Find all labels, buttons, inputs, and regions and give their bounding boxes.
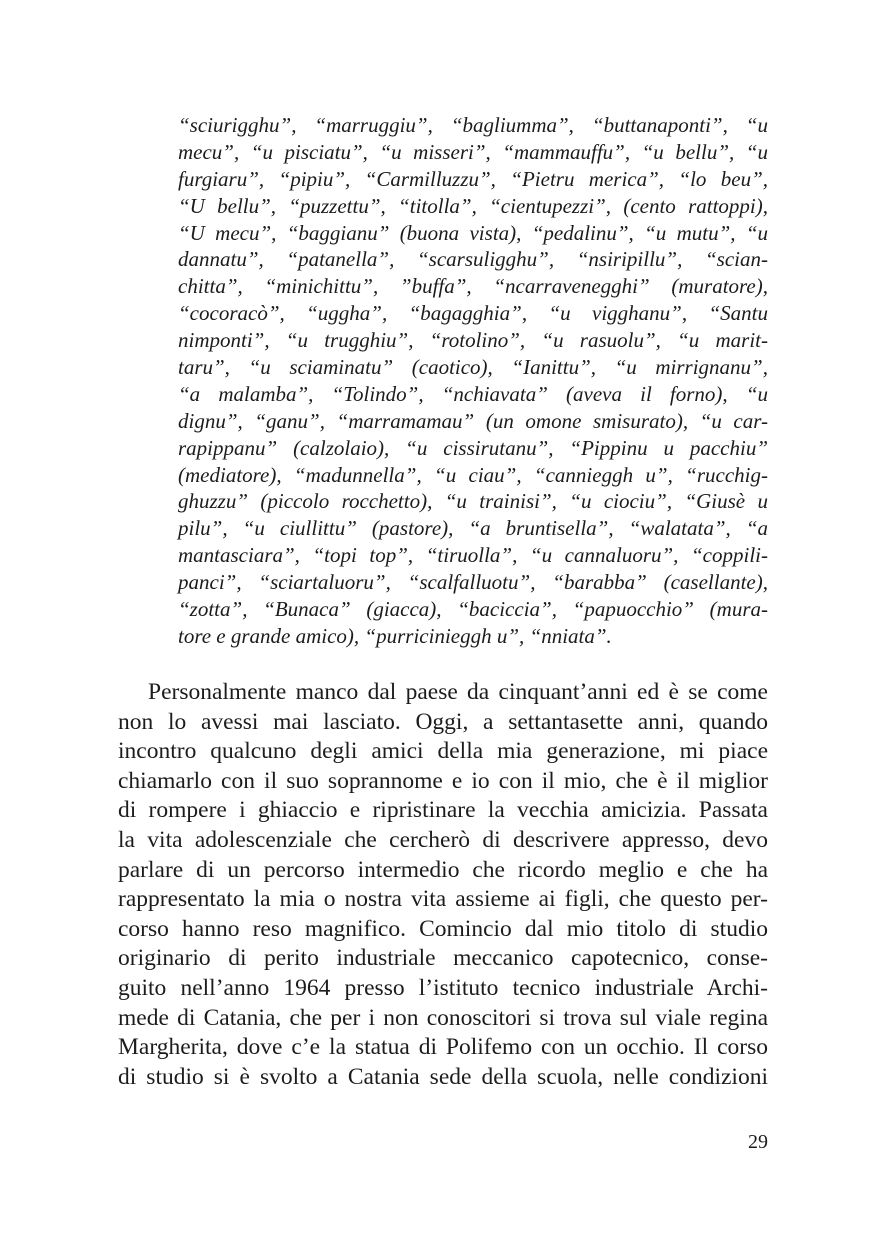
text-line: dannatu”, “patanella”, “scarsuligghu”, “nsiripillu”, “scian- xyxy=(178,247,768,272)
text-line: rapippanu” (calzolaio), “u cissirutanu”, “Pippinu u pacchiu” xyxy=(178,435,768,460)
text-line: mede di Catania, che per i non conoscitori si trova sul viale regina xyxy=(118,1004,768,1031)
text-line: chitta”, “minichittu”, ”buffa”, “ncarravenegghi” (muratore), xyxy=(178,274,768,299)
text-line: rappresentato la mia o nostra vita assieme ai figli, che questo per- xyxy=(118,886,768,913)
text-line: “a malamba”, “Tolindo”, “nchiavata” (aveva il forno), “u xyxy=(178,381,768,406)
nickname-list-quote xyxy=(178,112,768,650)
text-line: “cocoracò”, “uggha”, “bagagghia”, “u vigghanu”, “Santu xyxy=(178,301,768,326)
text-line: furgiaru”, “pipiu”, “Carmilluzzu”, “Pietru merica”, “lo beu”, xyxy=(178,166,768,191)
text-line: nimponti”, “u trugghiu”, “rotolino”, “u rasuolu”, “u marit- xyxy=(178,328,768,353)
text-line: non lo avessi mai lasciato. Oggi, a settantasette anni, quando xyxy=(118,708,768,735)
text-line: mecu”, “u pisciatu”, “u misseri”, “mammauffu”, “u bellu”, “u xyxy=(178,139,768,164)
body-paragraph xyxy=(118,678,768,1092)
text-line: “sciurigghu”, “marruggiu”, “bagliumma”, “buttanaponti”, “u xyxy=(178,113,768,137)
text-line: tore e grande amico), “purricinieggh u”, “nniata”. xyxy=(178,623,612,648)
text-line: chiamarlo con il suo soprannome e io con il mio, che è il miglior xyxy=(118,767,768,794)
text-line: incontro qualcuno degli amici della mia generazione, mi piace xyxy=(118,738,768,765)
text-line: Personalmente manco dal paese da cinquant’anni ed è se come xyxy=(148,679,768,705)
text-line: “zotta”, “Bunaca” (giacca), “baciccia”, “papuocchio” (mura- xyxy=(178,597,768,622)
text-line: corso hanno reso magnifico. Comincio dal mio titolo di studio xyxy=(118,915,768,942)
text-line: Margherita, dove c’e la statua di Polifemo con un occhio. Il corso xyxy=(118,1034,768,1061)
text-line: originario di perito industriale meccanico capotecnico, conse- xyxy=(118,945,768,972)
text-line: “U mecu”, “baggianu” (buona vista), “pedalinu”, “u mutu”, “u xyxy=(178,220,768,245)
text-line: di rompere i ghiaccio e ripristinare la vecchia amicizia. Passata xyxy=(118,797,768,824)
text-line: ghuzzu” (piccolo rocchetto), “u trainisi”, “u ciociu”, “Giusè u xyxy=(178,489,768,514)
text-line: mantasciara”, “topi top”, “tiruolla”, “u cannaluoru”, “coppili- xyxy=(178,543,768,568)
text-line: pilu”, “u ciullittu” (pastore), “a bruntisella”, “walatata”, “a xyxy=(178,516,768,541)
page-number: 29 xyxy=(748,1131,768,1153)
text-line: panci”, “sciartaluoru”, “scalfalluotu”, “barabba” (casellante), xyxy=(178,570,768,595)
text-line: la vita adolescenziale che cercherò di descrivere appresso, devo xyxy=(118,826,768,853)
text-line: (mediatore), “madunnella”, “u ciau”, “cannieggh u”, “rucchig- xyxy=(178,462,768,487)
text-line: “U bellu”, “puzzettu”, “titolla”, “cientupezzi”, (cento rattoppi), xyxy=(178,193,768,218)
text-line: parlare di un percorso intermedio che ricordo meglio e che ha xyxy=(118,856,768,883)
text-line: di studio si è svolto a Catania sede della scuola, nelle condizioni xyxy=(118,1063,768,1090)
text-line: dignu”, “ganu”, “marramamau” (un omone smisurato), “u car- xyxy=(178,408,768,433)
text-line: taru”, “u sciaminatu” (caotico), “Ianittu”, “u mirrignanu”, xyxy=(178,355,768,380)
text-line: guito nell’anno 1964 presso l’istituto tecnico industriale Archi- xyxy=(118,974,768,1001)
